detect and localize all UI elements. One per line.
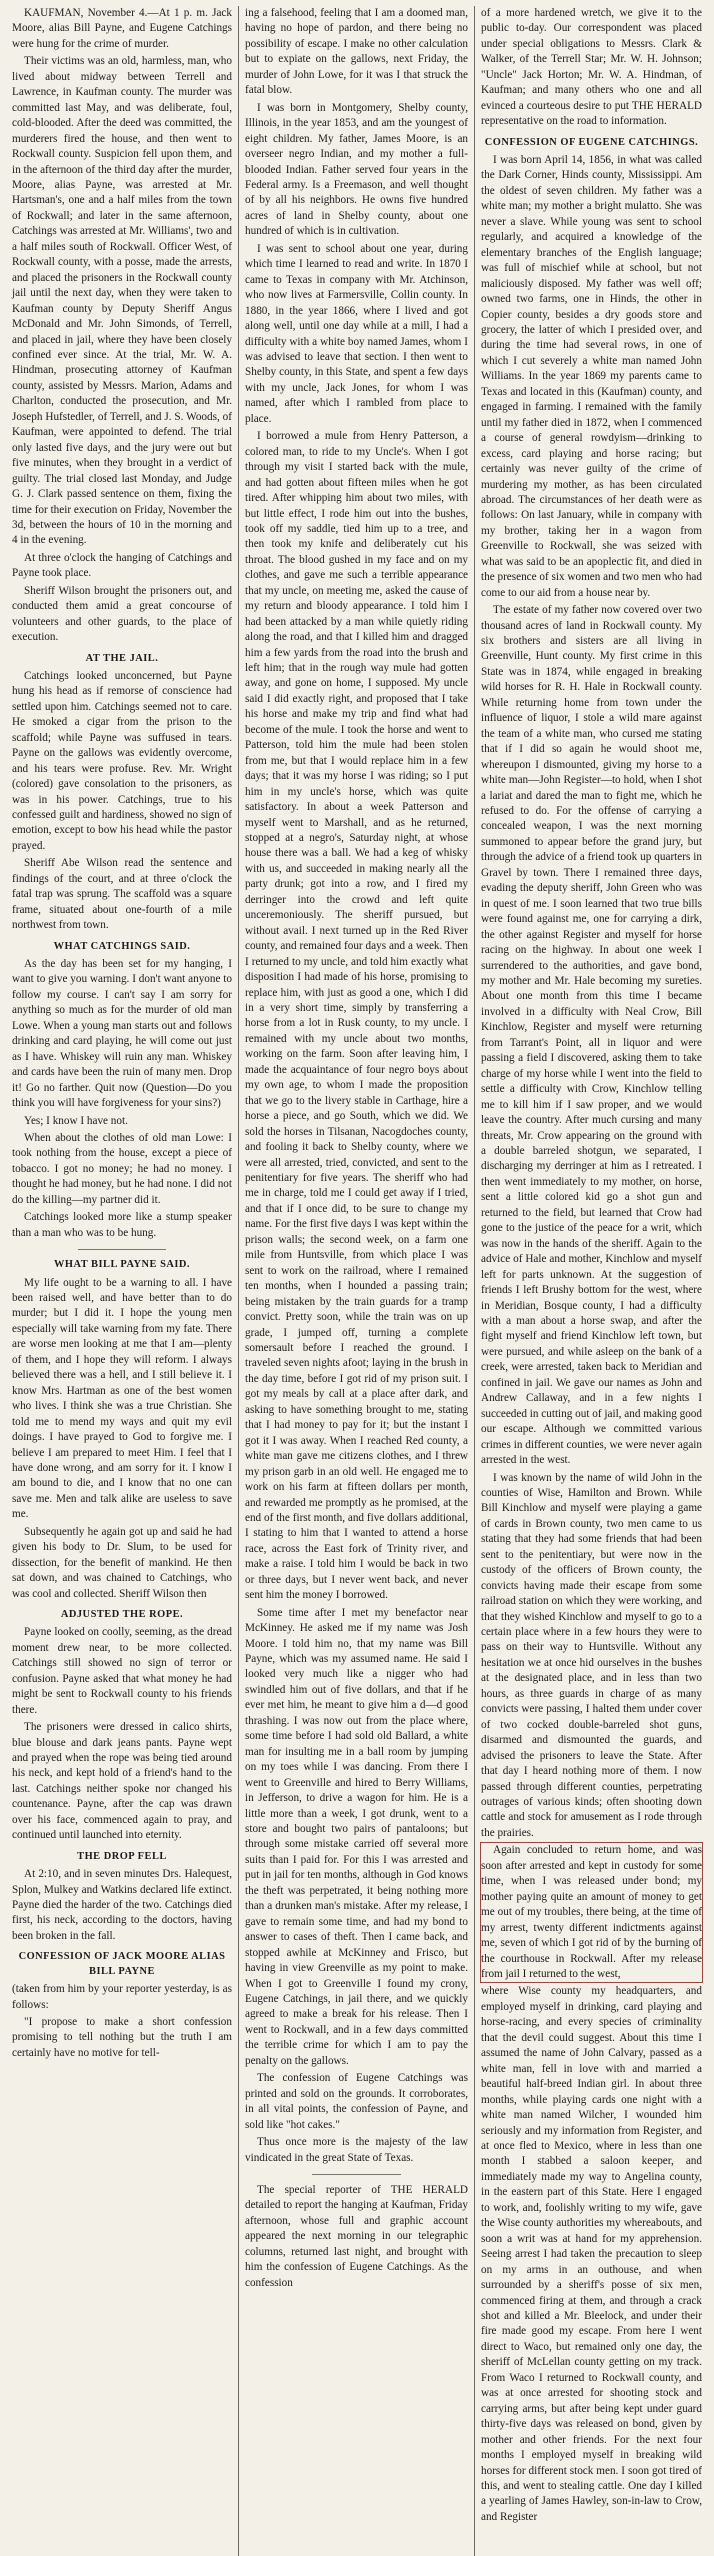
article-paragraph: I was sent to school about one year, during which time I learned to read and write. In 1870 I came to Texas in company with Mr. Atchinson, who now lives at Farmersville, Collin county. In 1880, in the year 1866, where I lived and got along well, until one day while at a mill, I had a difficulty with a white boy named James, whom I was advised to leave that section. I then went to Shelby county, in this State, and spent a few days with my uncle, Jack Jones, for whom I was named, after which I rambled from place to place.	[245, 242, 468, 425]
article-paragraph: Subsequently he again got up and said he had given his body to Dr. Slum, to be used for dissection, for the benefit of mankind. He then sat down, and was chained to Catchings, who was cool and collected. Sheriff Wilson then	[12, 1525, 232, 1600]
dateline-paragraph: KAUFMAN, November 4.—At 1 p. m. Jack Moore, alias Bill Payne, and Eugene Catchings were hung for the crime of murder.	[12, 7, 232, 50]
article-paragraph: Sheriff Abe Wilson read the sentence and findings of the court, and at three o'clock the fatal trap was sprung. The scaffold was a square frame, situated about one-fourth of a mile northwest from town.	[12, 857, 232, 932]
article-paragraph: Yes; I know I have not.	[24, 1114, 128, 1127]
section-heading: WHAT BILL PAYNE SAID.	[54, 1259, 190, 1271]
article-paragraph: Payne looked on coolly, seeming, as the dread moment drew near, to be more collected. Catchings still showed no sign of terror or confusion. Payne asked that what money he had might be sent to Rockwall county to his friends there.	[12, 1626, 232, 1716]
article-paragraph: Catchings looked more like a stump speaker than a man who was to be hung.	[12, 1211, 232, 1239]
article-paragraph: The confession of Eugene Catchings was printed and sold on the grounds. It corroborates, in all vital points, the confession of Payne, and sold like "hot cakes."	[245, 2072, 468, 2131]
highlighted-paragraph: Again concluded to return home, and was soon after arrested and kept in custody for some time, when I was released under bond; my mother paying quite an amount of money to get me out of my troubles, there being, at the time of my arrest, twenty different indictments against me, seven of which I got rid of by the burning of the courthouse in Rockwall. After my release from jail I returned to the west,	[481, 1843, 702, 1982]
section-heading: ADJUSTED THE ROPE.	[60, 1609, 184, 1621]
article-paragraph: Sheriff Wilson brought the prisoners out, and conducted them amid a great concourse of volunteers and other guards, to the place of execution.	[12, 584, 232, 644]
column-middle	[238, 6, 474, 2556]
article-paragraph: where Wise county my headquarters, and employed myself in drinking, card playing and horse-racing, and every species of criminality that the devil could suggest. About this time I assumed the name of John Calvary, passed as a white man, fell in love with and married a beautiful half-breed Indian girl. In about three months, while playing cards one night with a white man named Wilcher, I wounded him seriously and my information from Register, and at once fled to Mexico, where in less than one month I stabbed a saloon keeper, and immediately made my way to Angelina county, in the eastern part of this State. Here I engaged to work, and, foolishly writing to my wife, gave the Wise county authorities my whereabouts, and soon a writ was at hand for my apprehension. Seeing arrest I had taken the precaution to sleep on my arms in an outhouse, and when surrounded by a sheriff's posse of six men, commenced firing at them, and through a crack shot and killed a Mr. Bleelock, and under their fire made good my escape. From here I went direct to Waco, but remained only one day, the sheriff of McLellan county getting on my track. From Waco I returned to Rockwall county, and was at once arrested for shooting stock and carrying arms, but after being kept under guard thirty-five days was released on bond, given by mother and other friends. For the next four months I employed myself in breaking wild horses for different stock men. I soon got tired of this, and went to stealing cattle. One day I killed a yearling of James Hawley, son-in-law to Crow, and Register	[481, 1985, 702, 2523]
section-heading: WHAT CATCHINGS SAID.	[53, 940, 191, 952]
article-paragraph: ing a falsehood, feeling that I am a doomed man, having no hope of pardon, and there being no possibility of escape. I make no other calculation but to expiate on the gallows, next Friday, the murder of John Lowe, for it was I that struck the fatal blow.	[245, 7, 468, 97]
article-paragraph: At three o'clock the hanging of Catchings and Payne took place.	[12, 551, 232, 580]
article-paragraph: Some time after I met my benefactor near McKinney. He asked me if my name was Josh Moore. I told him no, that my name was Bill Payne, which was my assumed name. He said I looked very much like a nigger who had swindled him out of five dollars, and that if he ever met him, he meant to give him a d—d good thrashing. I was now out from the place where, some time before I had sold old Ballard, a white man for insulting me in a ball room by jumping on my toes while I was dancing. From there I went to Greenville and hired to Berry Williams, in Jefferson, to drive a wagon for him. He is a little more than a week, I got drunk, went to a store and bought two pairs of pantaloons; but through some mistake carried off several more suits than I paid for. For this I was arrested and put in jail for ten months, although in God knows the theft was perpetrated, it being nothing more than a drunken man's mistake. After my release, I gave to remain some time, and had my bond to answer to cases of theft. Then I came back, and stopped awhile at McKinney and Frisco, but having in view Greenville as my point to make. When I got to Greenville I found my crony, Eugene Catchings, in jail there, and we quickly agreed to make a break for his release. Then I went to Rockwall, and in a few days committed the terrible crime for which I am to pay the penalty on the gallows.	[245, 1606, 468, 2067]
article-paragraph: I was born April 14, 1856, in what was called the Dark Corner, Hinds county, Mississippi. Am the oldest of seven children. My father was a white man; my mother a bright mulatto. She was never a slave. While young was sent to school regularly, and acquired a knowledge of the elementary branches of the English language; was full of mischief while at school, but not maliciously disposed. My father was well off; owned two farms, one in Hinds, the other in Copier county, besides a dry goods store and grocery, the latter of which I presided over, and during the time had several rows, in one of which I cut severely a white man named John Williams. In the year 1869 my parents came to Texas and located in this (Kaufman) county, and engaged in farming. I remained with the family until my father died in 1872, when I commenced a course of general rowdyism—drinking to excess, card playing and horse racing; but certainly was never guilty of the crime of murdering my mother, as has been circulated abroad. The circumstances of her death were as follows: On last January, while in company with my brother, taking her in a wagon from Greenville to Rockwall, she was seized with what was said to be an apoplectic fit, and died in the presence of six women and two men who had come to our aid from a house near by.	[481, 153, 702, 599]
article-paragraph: As the day has been set for my hanging, I want to give you warning. I don't want anyone to follow my course. I can't say I am sorry for anything so much as for the murder of old man Lowe. When a young man starts out and follows drinking and card playing, he will come out just as I have. Whiskey will ruin any man. Whiskey and cards have been the ruin of many men. Drop it! Go no farther. Quit now (Question—Do you think you will have forgiveness for your sins?)	[12, 958, 232, 1110]
section-heading: AT THE JAIL.	[85, 652, 159, 664]
article-paragraph: The estate of my father now covered over two thousand acres of land in Rockwall county. My six brothers and sisters are all living in Greenville, Hunt county. My first crime in this State was in 1874, while engaged in breaking wild horses for R. H. Hale in Rockwall county. While returning home from town under the influence of liquor, I stole a wild mare against the team of a white man, who cursed me stating that if I did so again he would shoot me, whereupon I dismounted, giving my horse to a white man—John Register—to hold, when I shot a lariat and dared the man to fight me, which he refused to do. For the offense of carrying a concealed weapon, I was the next morning summoned to appear before the grand jury, but through the advice of a friend took up quarters in Gravel by town. There I remained three days, evading the deputy sheriff, John Green who was in quest of me. I soon learned that two true bills were found against me, one for carrying a dirk, the other against Register and myself for horse racing on the highway. In about one week I surrendered to the authorities, and gave bond, my mother and Mr. Hale becoming my sureties. About one month from this time I became involved in a difficulty with Neal Crow, Bill Kinchlow, Register and myself were returning from Tarrant's Point, all in liquor and were passing a field I discovered, asking them to take charge of my horse while I went into the field to settle a difficulty with Crow, Kinchlow telling me to kill him if I saw proper, and we would leave the country. After much cursing and many threats, Mr. Crow appearing on the ground with a double barreled shotgun, we separated, I discharging my derringer at him as I retreated. I then went immediately to my mother, on horse, sent a little colored kid go a shot gun and returned to the field, but learned that Crow had gone to the justice of the peace for a writ, which was now in the hands of the sheriff. Again to the advice of Hale and mother, Kinchlow and myself left for parts unknown. At the suggestion of friends I left Brushy bottom for the west, where in Meridian, Bosque county, I had a difficulty with a man about a horse swap, and after the fight myself and friend Kinchlow left town, but were pursued, and while asleep on the bank of a creek, were arrested, taken back to Meridian and confined in jail. We gave our names as John and Andrew Callaway, and in a few nights I succeeded in cutting out of jail, and making good our escape. Although we committed various crimes in different counties, we were never again arrested in the west.	[481, 604, 702, 1467]
article-paragraph: of a more hardened wretch, we give it to the public to-day. Our correspondent was placed under special obligations to Messrs. Clark & Walker, of the Terrell Star; Mr. W. H. Johnson; "Uncle" Jack Horton; Mr. W. A. Hindman, of Kaufman; and many others who one and all evinced a courteous desire to put THE HERALD representative on the road to information.	[481, 7, 702, 128]
article-paragraph: I borrowed a mule from Henry Patterson, a colored man, to ride to my Uncle's. When I got through my visit I started back with the mule, and had gotten about fifteen miles when he got tired. After whipping him about two miles, with but little effect, I rode him out into the bushes, took off my saddle, tied him up to a tree, and then took my knife and deliberately cut his throat. The blood gushed in my face and on my clothes, and gave me such a terrible appearance that my uncle, on meeting me, asked the cause of my return and bloody appearance. I told him I had been attacked by a man while quietly riding along the road, and that I killed him and dragged him a few yards from the road into the brush and left him; that in the rough way mule had gotten away, and gone on home, I supposed. My uncle said I did exactly right, and proposed that I take his horse and make my trip and find what had become of the mule. I took the horse and went to Patterson, told him the mule had been stolen from me, but that I would replace him in a few days; that it was my horse I was riding; so I put him in my uncle's horse, which was quite satisfactory. In about a week Patterson and myself went to Marshall, and as he returned, stopped at a negro's, Saturday night, at whose house there was a ball. We had a keg of whisky with us, and succeeded in making nearly all the party drunk; got into a row, and I fired my derringer into the crowd and left quite unceremoniously. The sheriff pursued, but without avail. I next turned up in the Red River county, and remained four days and a week. Then I returned to my uncle, and told him exactly what disposition I had made of his horse, promising to replace him, with just as good a one, which I did in a very short time, simply by transferring a horse from a lot in Rusk county, to my uncle. I remained with my uncle about two months, working on the farm. Soon after leaving him, I made the acquaintance of four negro boys about my own age, to whom I made the proposition that we go to the livery stable in Carthage, hire a horse a piece, and go South, which we did. We sold the horses in Tilsanan, Nacogdoches county, and fooling it back to Shelby county, where we were all arrested, tried, convicted, and sent to the penitentiary for five years. The sheriff who had me in charge, told me I could get away if I tried, and that if I once did, to be sure to change my name. For the first five days I was kept within the prison walls; the second week, on a farm one mile from Huntsville, from which place I was sent to work on the railroad, where I remained ten months, when I hounded a passing train; being mistaken by the train guards for a tramp convict. Pretty soon, while the train was on up grade, I jumped off, turning a complete somersault before I reached the ground. I traveled seven nights afoot; laying in the brush in the day time, before I got rid of my prison suit. I got my meals by call at a place after dark, and asking to have something brought to me, stating that I had money to pay for it; but the instant I got it I was away. When I reached Red county, a white man gave me citizens clothes, and I threw my prison garb in an old well. He engaged me to work on his farm at fifteen dollars per month, and rewarded me promptly as he promised, at the end of the first month, and five dollars additional, I stating to him that I wanted to attend a horse race, across the East fork of Trinity river, and make a raise. I told him I would be back in two or three days, but I never went back, and never sent him the money I borrowed.	[245, 430, 468, 1602]
article-paragraph: I was born in Montgomery, Shelby county, Illinois, in the year 1853, and am the youngest of eight children. My father, James Moore, is an overseer negro Indian, and my mother a full-blooded Indian. Father served four years in the Federal army. Is a Freemason, and well thought of by all his neighbors. He owns five hundred acres of land in Shelby county, about one hundred of which is in cultivation.	[245, 101, 468, 238]
article-paragraph: I was known by the name of wild John in the counties of Wise, Hamilton and Brown. While Bill Kinchlow and myself were playing a game of cards in Brown county, two men came to us stating that they had some friends that had been sent to the penitentiary, but were now in the custody of the officers of Brown county, the convicts having made their escape from some railroad station on which they were working, and that they wished Kinchlow and myself to go to a certain place where in a few hours they were to pass on their way to Huntsville. Without any hesitation we at once hid ourselves in the bushes at the designated place, and in less than two hours, as three guards in charge of as many convicts were passing, I halted them under cover of two cocked double-barreled shot guns, disarmed and dismounted the guards, and advised the prisoners to leave the State. After that day I heard nothing more of them. I now passed through different counties, perpetrating outrages of various kinds; often shooting down cattle and stock for amusement as I rode through the prairies.	[481, 1471, 702, 1839]
article-paragraph: (taken from him by your reporter yesterday, is as follows:	[12, 1983, 232, 2011]
article-paragraph: Their victims was an old, harmless, man, who lived about midway between Terrell and Lawrence, in Kaufman county. The murder was committed last May, and was deliberate, foul, cold-blooded. After the deed was committed, the murderers fired the house, and then went to Rockwall county. Suspicion fell upon them, and in the afternoon of the third day after the murder, Moore, alias Payne, was arrested at Mr. Hartsman's, one and a half miles from the town of Rockwall; and later in the same afternoon, Catchings was arrested at Mr. Williams', two and a half miles south of Rockwall. Officer West, of Rockwall county, with a posse, made the arrests, and placed the prisoners in the Rockwall county jail until the next day, when they were taken to Kaufman county by Deputy Sheriff Angus McDonald and Mr. John Simonds, of Terrell, and placed in jail, where they have been closely confined ever since. At the trial, Mr. W. A. Hindman, prosecuting attorney of Kaufman county, assisted by Messrs. Marion, Adams and Charlton, conducted the prosecution, and Mr. Joseph Hufstedler, of Terrell, and J. S. Woods, of Kaufman, were appointed to defend. The trial only lasted five days, and the jury were out but five minutes, when they brought in a verdict of guilty. The trial closed last Monday, and Judge G. J. Clark passed sentence on them, fixing the time for their execution on Friday, November the 3d, between the hours of 10 in the morning and 4 in the evening.	[12, 55, 232, 547]
divider	[78, 1249, 166, 1250]
article-paragraph: The special reporter of THE HERALD detailed to report the hanging at Kaufman, Friday afternoon, whose full and graphic account appeared the next morning in our telegraphic columns, returned last night, and brought with him the confession of Eugene Catchings. As the confession	[245, 2183, 468, 2289]
article-paragraph: "I propose to make a short confession promising to tell nothing but the truth I am certainly have no motive for tell-	[12, 2015, 232, 2059]
divider	[312, 2174, 401, 2175]
article-paragraph: The prisoners were dressed in calico shirts, blue blouse and dark jeans pants. Payne wept and prayed when the rope was being tied around his neck, and kept hold of a friend's hand to the last. Catchings neither spoke nor changed his countenance. Payne, after the cap was drawn over his face, commenced again to pray, and continued until launched into eternity.	[12, 1721, 232, 1842]
article-paragraph: My life ought to be a warning to all. I have been raised well, and have better than to do murder; but I did it. I hope the young men especially will take warning from my fate. There are worse men looking at me that I am—plenty of them, and I hope they will reform. I always believed there was a hell, and I still believe it. I know Mrs. Hartman as one of the best women who lives. I think she was a true Christian. She told me to mend my ways and quit my evil doings. I have prayed to God to forgive me. I believe I am prepared to meet Him. I feel that I have done wrong, and am sorry for it. I know I am bound to die, and I know that no one can save me. Men and talk alike are useless to save me.	[12, 1276, 232, 1521]
article-paragraph: Catchings looked unconcerned, but Payne hung his head as if remorse of conscience had settled upon him. Catchings seemed not to care. He smoked a cigar from the prison to the scaffold; while Payne was suffused in tears. Payne on the gallows was evidently overcome, and his tears were profuse. Rev. Mr. Wright (colored) gave consolation to the prisoners, as was in his power. Catchings, true to his confessed guilt and hardiness, showed no sign of emotion, except to bow his head while the pastor prayed.	[12, 669, 232, 852]
article-paragraph: When about the clothes of old man Lowe: I took nothing from the house, except a piece of tobacco. I got no money; he had no money. I thought he had money, but he had none. I did not do the killing—my partner did it.	[12, 1131, 232, 1206]
column-left	[6, 6, 238, 2556]
article-paragraph: At 2:10, and in seven minutes Drs. Halequest, Splon, Mulkey and Watkins declared life extinct. Payne died the harder of the two. Catchings died first, his neck, according to the doctors, having been broken in the fall.	[12, 1868, 232, 1942]
section-heading: CONFESSION OF EUGENE CATCHINGS.	[484, 136, 699, 148]
section-heading: CONFESSION OF JACK MOORE ALIAS BILL PAYNE	[18, 1951, 226, 1977]
column-right	[474, 6, 708, 2556]
article-paragraph: Thus once more is the majesty of the law vindicated in the great State of Texas.	[245, 2136, 468, 2164]
section-heading: THE DROP FELL	[77, 1850, 167, 1862]
